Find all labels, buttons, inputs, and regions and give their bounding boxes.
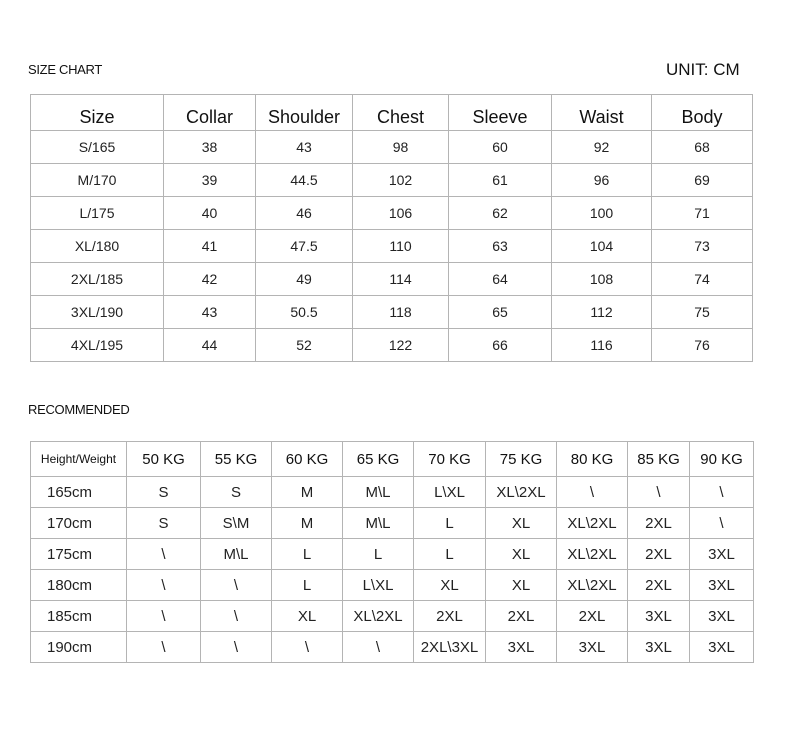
table-cell: 41 [164, 230, 256, 263]
table-cell: 2XL [628, 539, 690, 570]
table-cell: 44 [164, 329, 256, 362]
column-header: Sleeve [449, 95, 552, 131]
table-cell: 52 [256, 329, 353, 362]
column-header: Height/Weight [31, 442, 127, 477]
table-row [31, 539, 754, 570]
table-cell: 96 [552, 164, 652, 197]
table-row [31, 131, 753, 164]
table-cell: 38 [164, 131, 256, 164]
table-cell: XL\2XL [557, 539, 628, 570]
table-cell: 65 [449, 296, 552, 329]
table-cell: 116 [552, 329, 652, 362]
table-cell: 2XL [628, 570, 690, 601]
table-row [31, 329, 753, 362]
table-cell: 114 [353, 263, 449, 296]
table-cell: XL [272, 601, 343, 632]
table-cell: L [272, 570, 343, 601]
table-cell: 3XL [628, 601, 690, 632]
table-cell: \ [201, 601, 272, 632]
table-cell: 43 [164, 296, 256, 329]
size-chart-title: SIZE CHART [28, 62, 103, 77]
column-header: Chest [353, 95, 449, 131]
table-cell: XL\2XL [557, 508, 628, 539]
table-cell: L/175 [31, 197, 164, 230]
table-cell: 64 [449, 263, 552, 296]
table-cell: 108 [552, 263, 652, 296]
table-cell: 3XL [690, 632, 754, 663]
table-row [31, 477, 754, 508]
row-header: 185cm [31, 601, 127, 632]
table-cell: 3XL [690, 570, 754, 601]
column-header: 65 KG [343, 442, 414, 477]
column-header: 80 KG [557, 442, 628, 477]
table-cell: 92 [552, 131, 652, 164]
recommended-table [30, 441, 754, 663]
table-cell: 3XL [557, 632, 628, 663]
column-header: Size [31, 95, 164, 131]
table-cell: 2XL [628, 508, 690, 539]
table-cell: 3XL/190 [31, 296, 164, 329]
table-cell: 2XL [557, 601, 628, 632]
table-cell: 98 [353, 131, 449, 164]
table-cell: \ [628, 477, 690, 508]
table-row [31, 632, 754, 663]
table-cell: 2XL/185 [31, 263, 164, 296]
table-cell: \ [690, 477, 754, 508]
table-cell: 104 [552, 230, 652, 263]
table-cell: S [127, 477, 201, 508]
column-header: 50 KG [127, 442, 201, 477]
table-cell: 42 [164, 263, 256, 296]
table-cell: XL [486, 539, 557, 570]
table-cell: 4XL/195 [31, 329, 164, 362]
table-cell: 3XL [690, 601, 754, 632]
table-cell: 46 [256, 197, 353, 230]
table-cell: 102 [353, 164, 449, 197]
column-header: 55 KG [201, 442, 272, 477]
table-cell: 68 [652, 131, 753, 164]
table-cell: 76 [652, 329, 753, 362]
table-cell: S [201, 477, 272, 508]
row-header: 170cm [31, 508, 127, 539]
table-cell: \ [557, 477, 628, 508]
table-cell: M/170 [31, 164, 164, 197]
table-row [31, 296, 753, 329]
table-row [31, 197, 753, 230]
table-cell: 49 [256, 263, 353, 296]
table-cell: 43 [256, 131, 353, 164]
unit-label: UNIT: CM [666, 60, 740, 79]
table-cell: 106 [353, 197, 449, 230]
table-cell: 2XL\3XL [414, 632, 486, 663]
table-cell: M\L [343, 477, 414, 508]
table-cell: L [414, 539, 486, 570]
table-cell: L [343, 539, 414, 570]
table-cell: \ [127, 601, 201, 632]
table-cell: \ [127, 570, 201, 601]
table-cell: M\L [201, 539, 272, 570]
table-cell: XL [414, 570, 486, 601]
table-cell: 2XL [486, 601, 557, 632]
table-cell: XL\2XL [343, 601, 414, 632]
table-cell: XL [486, 508, 557, 539]
table-cell: \ [272, 632, 343, 663]
column-header: 75 KG [486, 442, 557, 477]
table-cell: XL/180 [31, 230, 164, 263]
column-header: Waist [552, 95, 652, 131]
table-row [31, 601, 754, 632]
table-row [31, 164, 753, 197]
table-cell: 3XL [690, 539, 754, 570]
table-cell: 44.5 [256, 164, 353, 197]
size-chart-header-row [31, 95, 753, 131]
table-cell: 118 [353, 296, 449, 329]
table-cell: L [272, 539, 343, 570]
table-row [31, 263, 753, 296]
table-cell: 75 [652, 296, 753, 329]
table-cell: \ [127, 539, 201, 570]
column-header: 70 KG [414, 442, 486, 477]
table-cell: S/165 [31, 131, 164, 164]
table-cell: 40 [164, 197, 256, 230]
row-header: 190cm [31, 632, 127, 663]
table-cell: 71 [652, 197, 753, 230]
table-row [31, 508, 754, 539]
column-header: Collar [164, 95, 256, 131]
table-cell: \ [343, 632, 414, 663]
table-cell: 2XL [414, 601, 486, 632]
table-cell: XL\2XL [486, 477, 557, 508]
table-row [31, 570, 754, 601]
column-header: 85 KG [628, 442, 690, 477]
table-row [31, 230, 753, 263]
table-cell: \ [127, 632, 201, 663]
recommended-title: RECOMMENDED [28, 402, 130, 417]
table-cell: 3XL [486, 632, 557, 663]
recommended-header-row [31, 442, 754, 477]
table-cell: 69 [652, 164, 753, 197]
table-cell: 63 [449, 230, 552, 263]
table-cell: 73 [652, 230, 753, 263]
row-header: 180cm [31, 570, 127, 601]
table-cell: M\L [343, 508, 414, 539]
table-cell: 3XL [628, 632, 690, 663]
table-cell: \ [690, 508, 754, 539]
table-cell: XL [486, 570, 557, 601]
table-cell: 60 [449, 131, 552, 164]
table-cell: M [272, 508, 343, 539]
table-cell: L\XL [343, 570, 414, 601]
table-cell: 47.5 [256, 230, 353, 263]
table-cell: 122 [353, 329, 449, 362]
column-header: 90 KG [690, 442, 754, 477]
table-cell: \ [201, 570, 272, 601]
table-cell: 50.5 [256, 296, 353, 329]
table-cell: 110 [353, 230, 449, 263]
table-cell: 112 [552, 296, 652, 329]
size-chart-table [30, 94, 753, 362]
table-cell: L [414, 508, 486, 539]
table-cell: 39 [164, 164, 256, 197]
table-cell: 74 [652, 263, 753, 296]
table-cell: S\M [201, 508, 272, 539]
column-header: Shoulder [256, 95, 353, 131]
column-header: 60 KG [272, 442, 343, 477]
column-header: Body [652, 95, 753, 131]
table-cell: XL\2XL [557, 570, 628, 601]
table-cell: L\XL [414, 477, 486, 508]
row-header: 165cm [31, 477, 127, 508]
table-cell: 66 [449, 329, 552, 362]
table-cell: \ [201, 632, 272, 663]
table-cell: 61 [449, 164, 552, 197]
row-header: 175cm [31, 539, 127, 570]
table-cell: M [272, 477, 343, 508]
table-cell: 100 [552, 197, 652, 230]
table-cell: 62 [449, 197, 552, 230]
table-cell: S [127, 508, 201, 539]
